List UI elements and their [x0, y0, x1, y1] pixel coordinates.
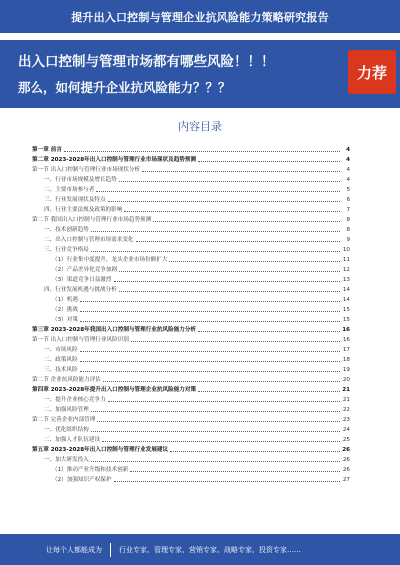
toc-entry-title: 二、政策风险 [44, 357, 78, 363]
toc-entry-page: 12 [342, 267, 350, 273]
toc-entry[interactable] [32, 145, 350, 155]
toc-entry-page: 25 [342, 437, 350, 443]
toc-entry-title: （2）挑战 [52, 307, 78, 313]
toc-entry-page: 24 [342, 427, 350, 433]
toc-leader-dots [108, 201, 340, 202]
toc-entry-page: 6 [346, 197, 350, 203]
toc-entry-page: 26 [342, 467, 350, 473]
toc-entry-page: 18 [342, 357, 350, 363]
toc-entry[interactable] [32, 335, 350, 345]
toc-entry[interactable] [32, 175, 350, 185]
toc-entry-title: 一、优化组织结构 [44, 427, 89, 433]
toc-entry-title: 一、提升企业核心竞争力 [44, 397, 106, 403]
toc-entry-title: 二、主要市场参与者 [44, 187, 95, 193]
toc-leader-dots [198, 331, 340, 332]
toc-entry-title: 三、技术风险 [44, 367, 78, 373]
toc-leader-dots [91, 251, 340, 252]
toc-entry[interactable] [32, 255, 350, 265]
toc-entry-page: 16 [342, 327, 350, 333]
toc-entry[interactable] [32, 245, 350, 255]
toc-entry-title: 四、行业发展机遇与挑战分析 [44, 287, 117, 293]
toc-leader-dots [80, 321, 340, 322]
toc-entry-page: 8 [346, 227, 350, 233]
toc-entry-page: 21 [342, 397, 350, 403]
toc-leader-dots [119, 271, 340, 272]
toc-leader-dots [136, 241, 340, 242]
toc-entry-title: 第四章 2023-2028年提升出入口控制与管理企业抗风险能力对策 [32, 387, 197, 393]
toc-entry-title: 二、加强人才队伍建设 [44, 437, 100, 443]
toc-entry[interactable] [32, 155, 350, 165]
toc-leader-dots [80, 351, 340, 352]
toc-leader-dots [80, 361, 340, 362]
toc-entry-page: 4 [346, 147, 350, 153]
toc-entry-title: 第二节 企业抗风险能力评估 [32, 377, 101, 383]
toc-entry[interactable] [32, 235, 350, 245]
toc-entry-title: （3）对策 [52, 317, 78, 323]
toc-entry[interactable] [32, 195, 350, 205]
toc-entry[interactable] [32, 475, 350, 485]
toc-entry-page: 4 [346, 157, 350, 163]
toc-entry[interactable] [32, 455, 350, 465]
toc-entry-title: （1）行业集中度提升，龙头企业市场份额扩大 [52, 257, 168, 263]
toc-leader-dots [96, 191, 340, 192]
toc-leader-dots [142, 171, 340, 172]
toc-entry[interactable] [32, 375, 350, 385]
toc-entry[interactable] [32, 215, 350, 225]
toc-entry[interactable] [32, 285, 350, 295]
toc-entry-title: （2）加强知识产权保护 [52, 477, 112, 483]
toc-entry-page: 4 [346, 177, 350, 183]
toc-entry-page: 21 [342, 387, 350, 393]
toc-leader-dots [102, 441, 340, 442]
toc-entry-title: 第二节 完善企业内部管理 [32, 417, 96, 423]
toc-entry[interactable] [32, 345, 350, 355]
toc-entry-page: 26 [342, 447, 350, 453]
report-title: 提升出入口控制与管理企业抗风险能力策略研究报告 [71, 10, 329, 24]
toc-entry[interactable] [32, 425, 350, 435]
toc-leader-dots [169, 261, 340, 262]
toc-entry[interactable] [32, 465, 350, 475]
footer-roles: 行业专家、管理专家、营销专家、战略专家、投资专家…… [119, 545, 301, 554]
toc-leader-dots [80, 301, 340, 302]
toc-leader-dots [108, 401, 340, 402]
toc-entry[interactable] [32, 275, 350, 285]
toc-leader-dots [91, 231, 340, 232]
toc-entry-page: 27 [342, 477, 350, 483]
toc-entry-page: 22 [342, 407, 350, 413]
banner-subheadline: 那么，如何提升企业抗风险能力？？？ [18, 80, 231, 95]
toc-entry[interactable] [32, 355, 350, 365]
banner-headline: 出入口控制与管理市场都有哪些风险！！！ [18, 54, 275, 70]
toc-entry-page: 11 [342, 257, 350, 263]
toc-entry[interactable] [32, 265, 350, 275]
toc-leader-dots [91, 461, 340, 462]
footer-divider [110, 543, 111, 557]
toc-entry-title: 三、行业竞争格局 [44, 247, 89, 253]
toc-entry-title: 第五章 2023-2028年出入口控制与管理行业发展建议 [32, 447, 169, 453]
toc-entry-page: 10 [342, 247, 350, 253]
toc-entry[interactable] [32, 225, 350, 235]
toc-entry[interactable] [32, 165, 350, 175]
toc-leader-dots [97, 421, 340, 422]
toc-entry-title: 第一节 出入口控制与管理行业风险识别 [32, 337, 129, 343]
toc-entry-page: 4 [346, 167, 350, 173]
toc-entry-page: 15 [342, 317, 350, 323]
toc-entry-title: 第一章 前言 [32, 147, 62, 153]
footer-slogan: 让每个人都能成为 [46, 545, 102, 554]
toc-leader-dots [198, 391, 340, 392]
toc-entry-page: 13 [342, 277, 350, 283]
toc-entry-page: 16 [342, 337, 350, 343]
toc-leader-dots [114, 281, 341, 282]
toc-entry[interactable] [32, 395, 350, 405]
recommend-badge: 力荐 [348, 50, 396, 94]
toc-leader-dots [153, 221, 340, 222]
toc-leader-dots [103, 381, 340, 382]
toc-entry-page: 5 [346, 187, 350, 193]
promo-banner [0, 40, 400, 108]
toc-leader-dots [119, 291, 340, 292]
toc-leader-dots [114, 481, 341, 482]
toc-entry-title: 二、出入口控制与管理市场需求变化 [44, 237, 134, 243]
toc-entry-page: 26 [342, 457, 350, 463]
toc-leader-dots [91, 431, 340, 432]
toc-leader-dots [64, 151, 340, 152]
toc-entry-title: （1）机遇 [52, 297, 78, 303]
toc-entry[interactable] [32, 385, 350, 395]
toc-leader-dots [130, 471, 340, 472]
toc-entry[interactable] [32, 445, 350, 455]
toc-entry-page: 19 [342, 367, 350, 373]
toc-entry-title: 第二章 2023-2028年出入口控制与管理行业市场现状及趋势预测 [32, 157, 197, 163]
toc-entry-page: 9 [346, 237, 350, 243]
toc-entry[interactable] [32, 415, 350, 425]
toc-leader-dots [80, 311, 340, 312]
toc-entry[interactable] [32, 185, 350, 195]
toc-entry-page: 20 [342, 377, 350, 383]
toc-entry-page: 17 [342, 347, 350, 353]
toc-leader-dots [91, 411, 340, 412]
toc-entry-page: 7 [346, 207, 350, 213]
toc-entry-title: 一、市场风险 [44, 347, 78, 353]
toc-entry-title: 一、行业市场规模及增长趋势 [44, 177, 117, 183]
toc-entry-page: 14 [342, 297, 350, 303]
toc-entry-title: 四、行业主要法规及政策的影响 [44, 207, 123, 213]
toc-entry-title: 第一节 出入口控制与管理行业市场现状分析 [32, 167, 141, 173]
toc-entry-title: 三、行业发展现状及特点 [44, 197, 106, 203]
report-header-bar [0, 0, 400, 33]
toc-entry-title: 一、加大研发投入 [44, 457, 89, 463]
toc-entry-page: 8 [346, 217, 350, 223]
toc-entry[interactable] [32, 305, 350, 315]
toc-heading: 内容目录 [178, 120, 222, 133]
toc-entry[interactable] [32, 295, 350, 305]
toc-entry[interactable] [32, 365, 350, 375]
toc-entry-page: 15 [342, 307, 350, 313]
toc-leader-dots [124, 211, 340, 212]
toc-entry[interactable] [32, 325, 350, 335]
toc-entry[interactable] [32, 205, 350, 215]
toc-entry-title: （1）推动产业升级和技术创新 [52, 467, 129, 473]
toc-entry-title: （2）产品差异化竞争加剧 [52, 267, 118, 273]
toc-entry-title: 二、加强风险管理 [44, 407, 89, 413]
toc-entry-page: 23 [342, 417, 350, 423]
toc-entry[interactable] [32, 435, 350, 445]
toc-entry[interactable] [32, 315, 350, 325]
toc-entry-title: 第三章 2023-2028年我国出入口控制与管理行业抗风险能力分析 [32, 327, 197, 333]
toc-leader-dots [80, 371, 340, 372]
toc-leader-dots [170, 451, 340, 452]
footer-bar [0, 534, 400, 565]
toc-entry-title: 第二节 我国出入口控制与管理行业市场趋势预测 [32, 217, 152, 223]
toc-entry-page: 14 [342, 287, 350, 293]
table-of-contents [32, 145, 350, 485]
toc-entry-title: （3）渠道竞争日益激烈 [52, 277, 112, 283]
toc-entry-title: 一、技术创新趋势 [44, 227, 89, 233]
toc-leader-dots [131, 341, 340, 342]
toc-leader-dots [119, 181, 340, 182]
toc-leader-dots [198, 161, 340, 162]
toc-entry[interactable] [32, 405, 350, 415]
